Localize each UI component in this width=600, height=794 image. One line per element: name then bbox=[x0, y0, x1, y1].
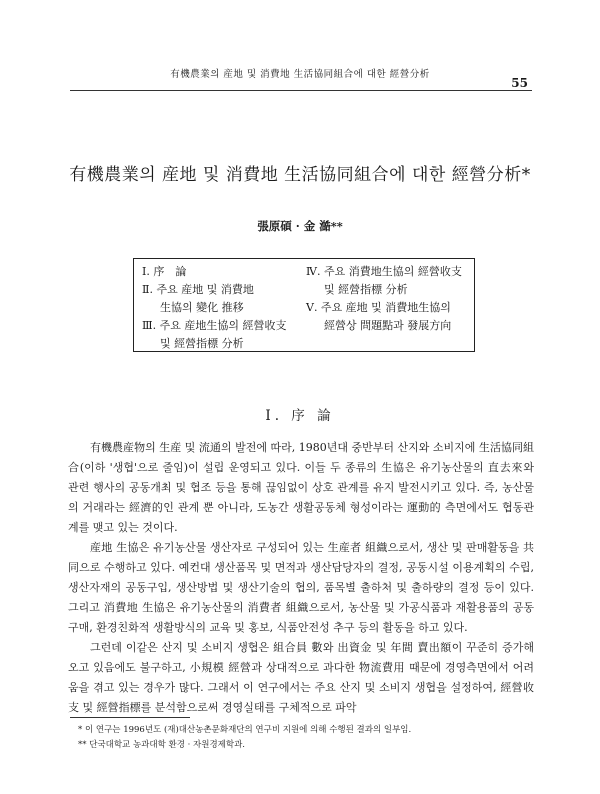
footnote: ** 단국대학교 농과대학 환경 · 자원경제학과. bbox=[78, 740, 246, 750]
body-text bbox=[68, 438, 534, 718]
toc-left-column bbox=[142, 263, 302, 353]
toc-item: Ⅴ. 주요 産地 및 消費地生協의 bbox=[306, 301, 451, 314]
footnote: * 이 연구는 1996년도 (재)대산농촌문화재단의 연구비 지원에 의해 수행된 결과의 일부임. bbox=[78, 725, 412, 735]
table-of-contents bbox=[133, 258, 475, 352]
paragraph: 그런데 이같은 산지 및 소비지 생협은 組合員 數와 出資金 및 年間 賣出額이 꾸준히 증가해 오고 있음에도 불구하고, 小規模 經營과 상대적으로 과다한 物流費用 때문에 경영측면에서 어려움을 겪고 있는 경우가 많다. 그래서 이 연구에서는 주요 산지 및 소비지 생협을 설정하여, 經營收支 및 經營指標를 분석함으로써 경영실태를 구체적으로 파악 bbox=[68, 641, 534, 714]
toc-right-column bbox=[306, 263, 471, 335]
toc-item: Ⅰ. 序 論 bbox=[142, 265, 187, 278]
footnote-rule bbox=[70, 717, 190, 718]
header-rule bbox=[70, 90, 532, 91]
toc-item: 生協의 變化 推移 bbox=[160, 301, 244, 314]
page-number: 55 bbox=[511, 76, 528, 90]
toc-item: 및 經營指標 分析 bbox=[160, 337, 244, 350]
paragraph: 有機農産物의 生産 및 流通의 발전에 따라, 1980년대 중반부터 산지와 소비지에 生活協同組合(이하 '생협'으로 줄임)이 설립 운영되고 있다. 이들 두 종류의 生協은 유기농산물의 直去來와 관련 행사의 공동개최 및 협조 등을 통해 끊임없이 상호 관계를 유지 발전시키고 있다. 즉, 농산물의 거래라는 經濟的인 관계 뿐 아니라, 도농간 생활공동체 형성이라는 運動的 측면에서도 협동관계를 맺고 있는 것이다. bbox=[68, 441, 534, 534]
toc-item: 및 經營指標 分析 bbox=[324, 283, 408, 296]
toc-item: Ⅲ. 주요 産地生協의 經營收支 bbox=[142, 319, 287, 332]
toc-item: Ⅳ. 주요 消費地生協의 經營收支 bbox=[306, 265, 462, 278]
article-title: 有機農業의 産地 및 消費地 生活協同組合에 대한 經營分析* bbox=[69, 165, 531, 185]
paragraph: 産地 生協은 유기농산물 생산자로 구성되어 있는 生産者 組織으로서, 생산 및 판매활동을 共同으로 수행하고 있다. 예컨대 생산품목 및 면적과 생산담당자의 결정, 공동시설 이용계획의 수립, 생산자재의 공동구입, 생산방법 및 생산기술의 협의, 품목별 출하처 및 출하량의 결정 등이 있다. 그리고 消費地 生協은 유기농산물의 消費者 組織으로서, 농산물 및 가공식품과 재활용품의 공동구매, 환경친화적 생활방식의 교육 및 홍보, 식품안전성 추구 등의 활동을 하고 있다. bbox=[68, 541, 534, 634]
toc-item: 經營상 問題點과 發展方向 bbox=[324, 319, 452, 332]
toc-item: Ⅱ. 주요 産地 및 消費地 bbox=[142, 283, 254, 296]
section-heading: Ⅰ. 序 論 bbox=[265, 408, 335, 424]
footnotes bbox=[78, 723, 528, 753]
running-head: 有機農業의 産地 및 消費地 生活協同組合에 대한 經營分析 bbox=[170, 69, 430, 80]
authors: 張原碩 · 金 澔** bbox=[257, 219, 343, 233]
